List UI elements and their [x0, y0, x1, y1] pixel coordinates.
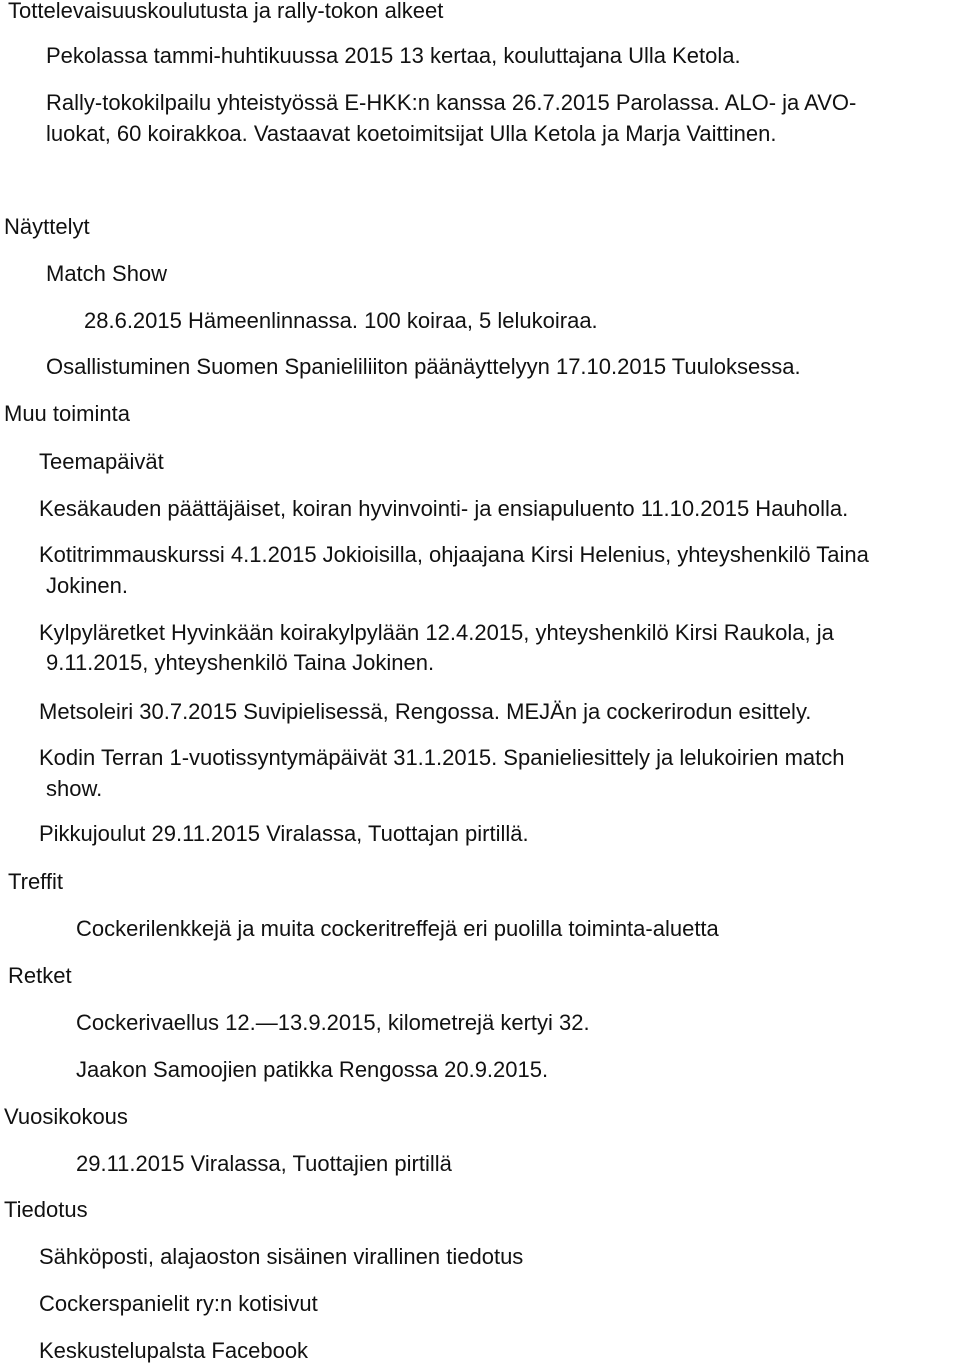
- match-show-entry: 28.6.2015 Hämeenlinnassa. 100 koiraa, 5 lelukoiraa.: [84, 308, 598, 333]
- theme-days-heading: Teemapäivät: [39, 449, 164, 474]
- shows-heading: Näyttelyt: [4, 214, 90, 239]
- match-show-heading: Match Show: [46, 261, 168, 286]
- training-course-text: Pekolassa tammi-huhtikuussa 2015 13 kertaa, kouluttajana Ulla Ketola.: [46, 43, 741, 68]
- main-show-participation: Osallistuminen Suomen Spanieliliiton päänäyttelyyn 17.10.2015 Tuuloksessa.: [46, 354, 801, 379]
- rally-competition-line-2: luokat, 60 koirakkoa. Vastaavat koetoimitsijat Ulla Ketola ja Marja Vaittinen.: [46, 121, 777, 146]
- communication-item-facebook: Keskustelupalsta Facebook: [39, 1338, 309, 1363]
- other-activities-heading: Muu toiminta: [4, 401, 130, 426]
- theme-day-item-3-line-1: Kylpyläretket Hyvinkään koirakylpylään 12.4.2015, yhteyshenkilö Kirsi Raukola, ja: [39, 620, 834, 645]
- theme-day-item-6: Pikkujoulut 29.11.2015 Viralassa, Tuottajan pirtillä.: [39, 821, 529, 846]
- trip-item-1: Cockerivaellus 12.—13.9.2015, kilometrejä kertyi 32.: [76, 1010, 590, 1035]
- communication-item-website: Cockerspanielit ry:n kotisivut: [39, 1291, 318, 1316]
- annual-meeting-heading: Vuosikokous: [4, 1104, 128, 1129]
- theme-day-item-3-line-2: 9.11.2015, yhteyshenkilö Taina Jokinen.: [46, 650, 435, 675]
- theme-day-item-5-line-1: Kodin Terran 1-vuotissyntymäpäivät 31.1.2015. Spanieliesittely ja lelukoirien match: [39, 745, 845, 770]
- theme-day-item-5-line-2: show.: [46, 776, 103, 801]
- meetups-heading: Treffit: [8, 869, 64, 894]
- communication-item-email: Sähköposti, alajaoston sisäinen virallinen tiedotus: [39, 1244, 524, 1269]
- meetups-item: Cockerilenkkejä ja muita cockeritreffejä eri puolilla toiminta-aluetta: [76, 916, 719, 941]
- theme-day-item-4: Metsoleiri 30.7.2015 Suvipielisessä, Rengossa. MEJÄn ja cockerirodun esittely.: [39, 699, 812, 724]
- theme-day-item-2-line-1: Kotitrimmauskurssi 4.1.2015 Jokioisilla, ohjaajana Kirsi Helenius, yhteyshenkilö Taina: [39, 542, 869, 567]
- theme-day-item-2-line-2: Jokinen.: [46, 573, 128, 598]
- communication-heading: Tiedotus: [4, 1197, 88, 1222]
- trips-heading: Retket: [8, 963, 72, 988]
- rally-competition-line-1: Rally-tokokilpailu yhteistyössä E-HKK:n kanssa 26.7.2015 Parolassa. ALO- ja AVO-: [46, 90, 857, 115]
- trip-item-2: Jaakon Samoojien patikka Rengossa 20.9.2015.: [76, 1057, 549, 1082]
- annual-meeting-item: 29.11.2015 Viralassa, Tuottajien pirtillä: [76, 1151, 452, 1176]
- training-heading: Tottelevaisuuskoulutusta ja rally-tokon alkeet: [8, 0, 444, 23]
- theme-day-item: Kesäkauden päättäjäiset, koiran hyvinvointi- ja ensiapuluento 11.10.2015 Hauholla.: [39, 496, 849, 521]
